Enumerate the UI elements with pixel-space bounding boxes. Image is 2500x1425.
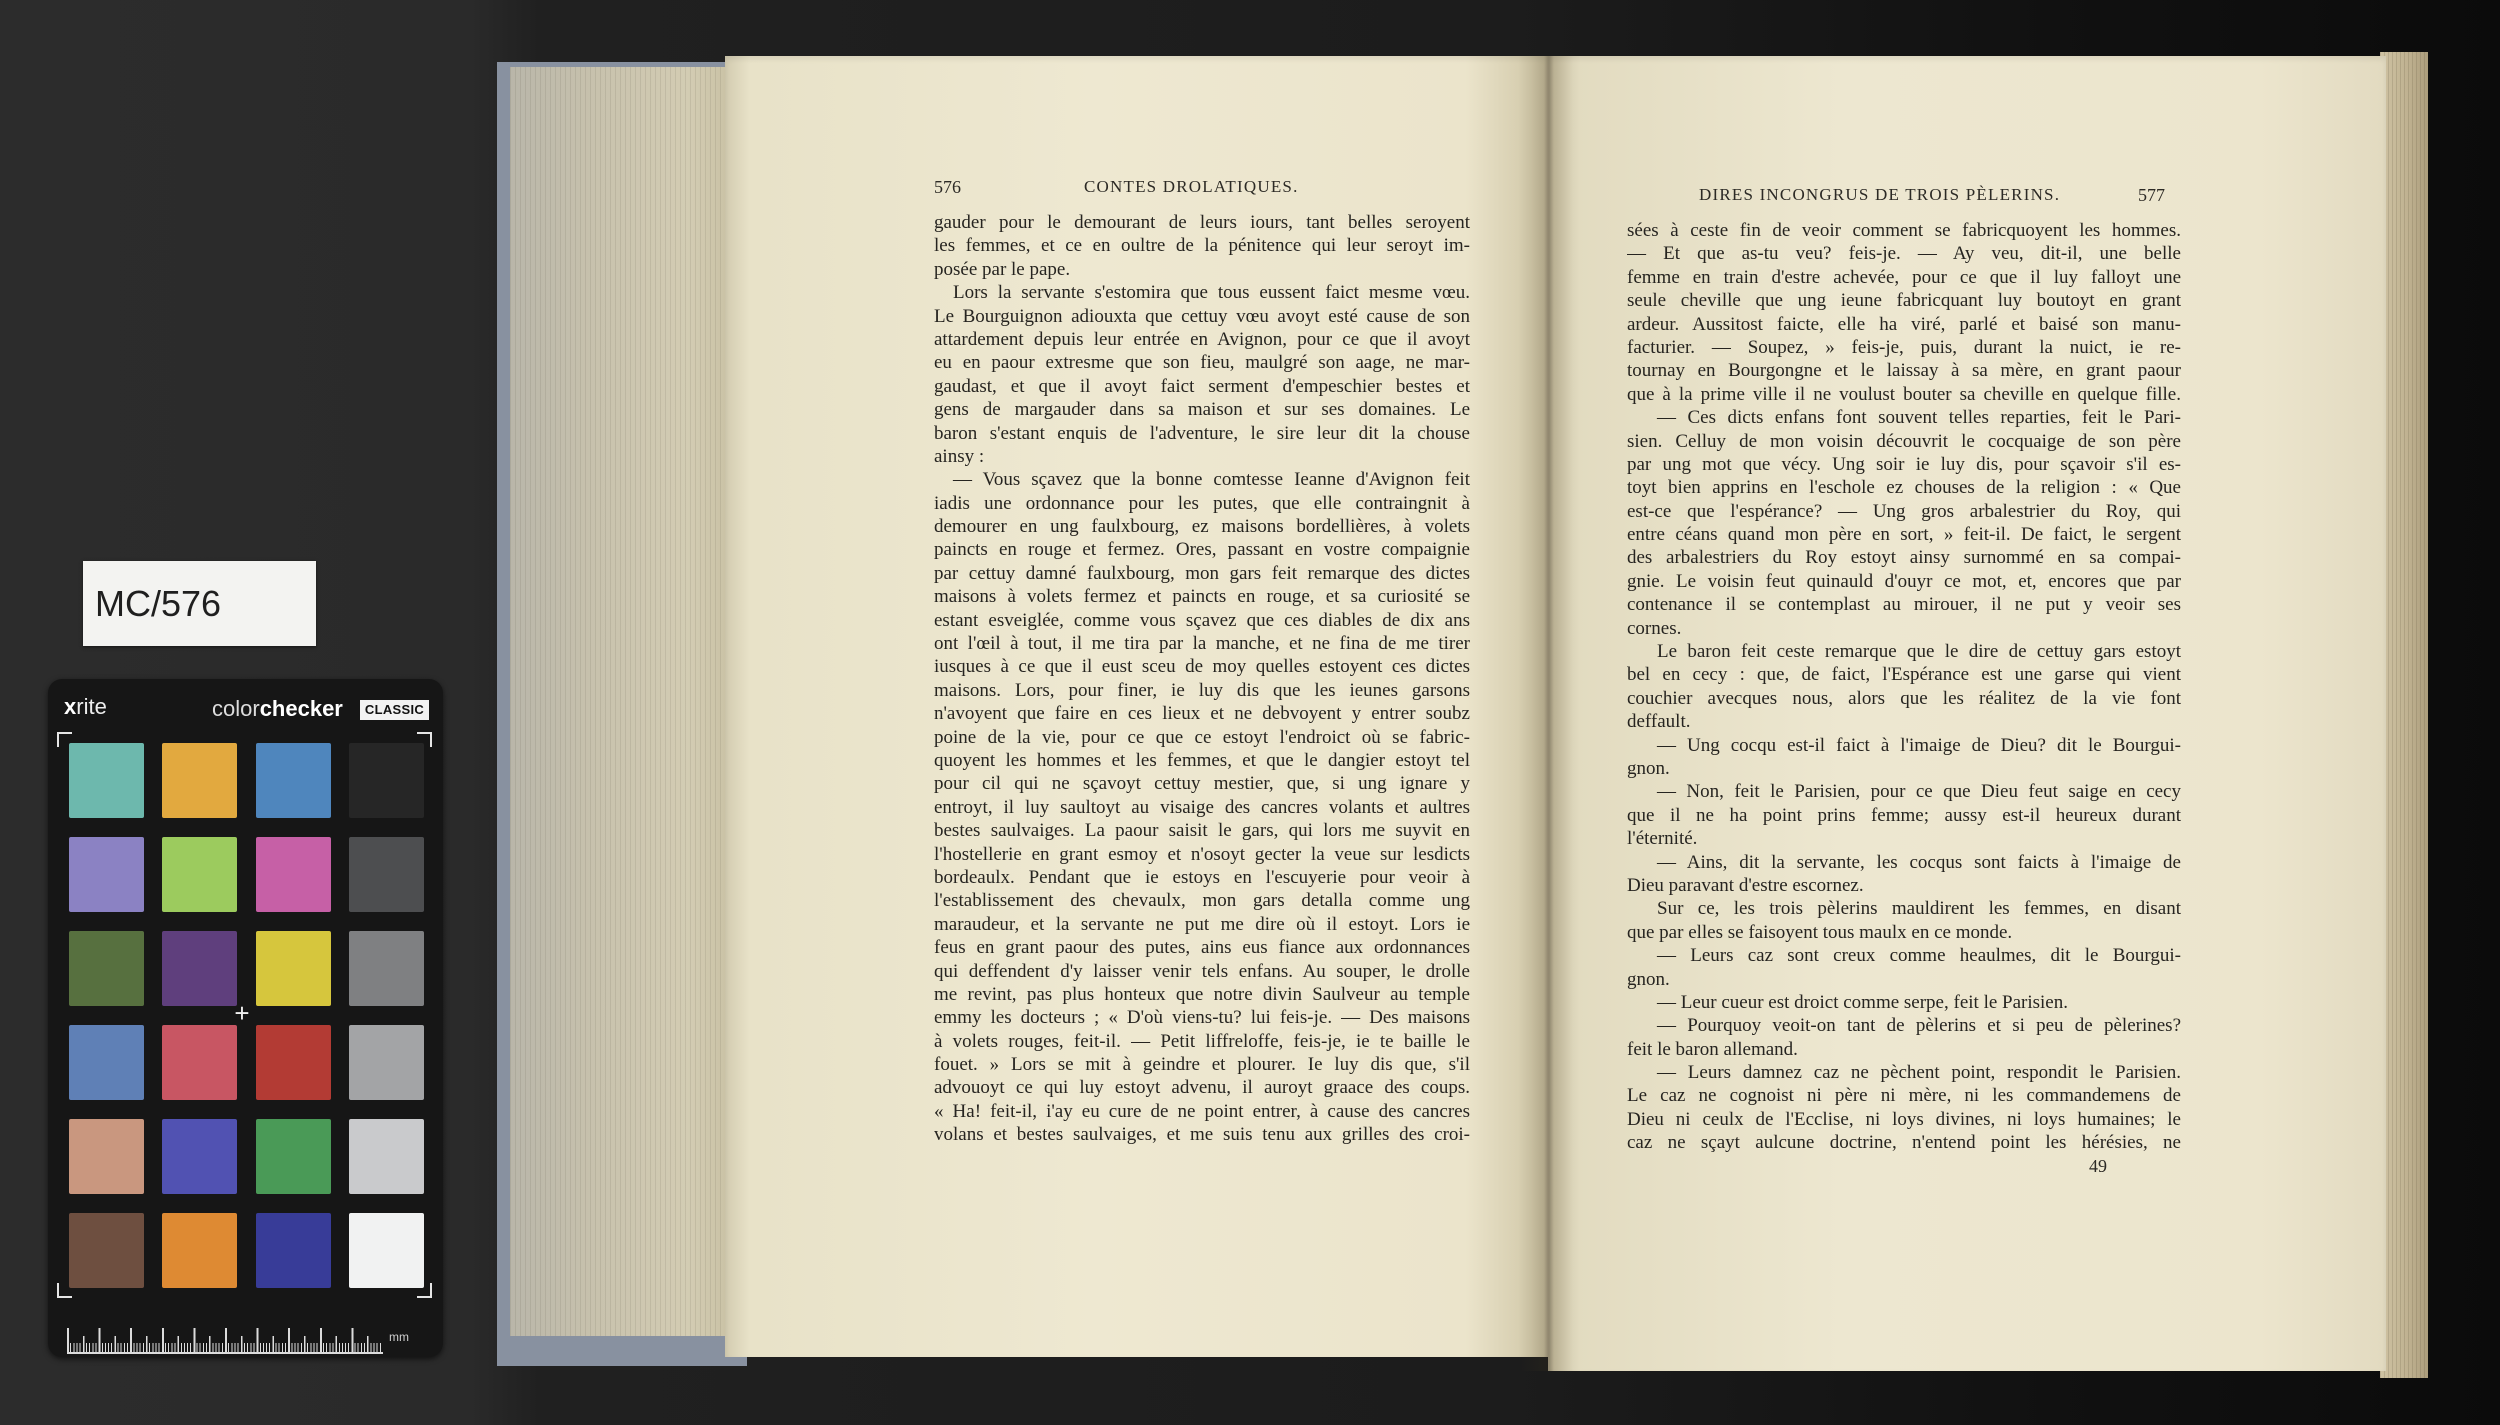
colorchecker-logo-bold: checker (259, 696, 343, 721)
text-line: ont l'œil à tout, il me tira par la manche, et ne fina de me tirer (934, 633, 1470, 655)
text-line: volans et bestes saulvaiges, et me suis tenu aux grilles des croi- (934, 1124, 1470, 1146)
text-line: gnie. Le voisin feut quinauld d'ouyr ce mot, et, encores que par (1627, 570, 2181, 592)
text-line: Lors la servante s'estomira que tous eussent faict mesme vœu. (953, 282, 1470, 304)
text-line: — Et que as-tu veu? feis-je. — Ay veu, dit-il, une belle (1627, 243, 2181, 265)
color-swatch (256, 743, 331, 818)
text-line: ainsy : (934, 445, 985, 467)
archive-label (83, 561, 316, 646)
book-spine-shadow (1518, 56, 1580, 1371)
right-running-head: DIRES INCONGRUS DE TROIS PÈLERINS. (1699, 185, 2061, 204)
text-line: maraudeur, et la servante ne put me dire où il estoyt. Lors ie (934, 913, 1470, 935)
text-line: n'avoyent que faire en ces lieux et ne debvoyent y entrer soubz (934, 703, 1470, 725)
text-line: demourer en ung faulxbourg, ez maisons bordellières, à volets (934, 516, 1470, 538)
text-line: Le baron feit ceste remarque que le dire de cettuy gars estoyt (1657, 641, 2181, 663)
text-line: pour cil qui ne sçavoyt cettuy mestier, que, si ung ignare y (934, 773, 1470, 795)
text-line: facturier. — Soupez, » feis-je, puis, durant la nuict, ie re- (1627, 336, 2181, 358)
color-swatch (256, 931, 331, 1006)
text-line: par cettuy damné faulxbourg, mon gars feit remarque des dictes (934, 562, 1470, 584)
text-line: paincts en rouge et fermez. Ores, passant en vostre compaignie (934, 539, 1470, 561)
text-line: deffault. (1627, 711, 1691, 733)
color-swatch (162, 1025, 237, 1100)
mm-ruler (67, 1328, 383, 1354)
text-line: bestes saulvaiges. La paour saisit le gars, qui lors me suyvit en (934, 820, 1470, 842)
text-line: Sur ce, les trois pèlerins mauldirent les femmes, en disant (1657, 898, 2181, 920)
color-swatch (69, 1213, 144, 1288)
color-swatch (349, 1025, 424, 1100)
text-line: des arbalestriers du Roy estoyt ainsy surnommé en sa compai- (1627, 547, 2181, 569)
right-page-edges (2380, 52, 2428, 1378)
color-swatch (69, 837, 144, 912)
text-line: eu en paour extresme que son fieu, maulgré son aage, ne mar- (934, 352, 1470, 374)
text-line: contenance il se contemplast au mirouer, il ne put y veoir ses (1627, 594, 2181, 616)
color-swatch (256, 1025, 331, 1100)
text-line: que il ne ha point prins femme; aussy est-il heureux durant (1627, 804, 2181, 826)
right-page-number: 577 (2138, 185, 2165, 205)
left-page-number: 576 (934, 177, 961, 197)
color-swatch (256, 1213, 331, 1288)
text-line: l'éternité. (1627, 828, 1698, 850)
text-line: toyt bien apprins en l'eschole ez chouses de la religion : « Que (1627, 477, 2181, 499)
text-line: gauder pour le demourant de leurs iours, tant belles seroyent (934, 212, 1470, 233)
text-line: femme en train d'estre achevée, pour ce que il luy falloyt une (1627, 266, 2181, 288)
color-swatch (162, 743, 237, 818)
text-line: à volets rouges, feit-il. — Petit liffreloffe, feis-je, ie te baille le (934, 1030, 1470, 1052)
color-swatch (349, 837, 424, 912)
color-swatch (162, 1213, 237, 1288)
text-line: ardeur. Aussitost faicte, elle ha viré, parlé et baisé son manu- (1627, 313, 2181, 335)
text-line: iusques à ce que il eust sceu de moy quelles estoyent ces dictes (934, 656, 1470, 678)
left-page-text (934, 211, 1470, 1147)
text-line: bel en cecy : que, de faict, l'Espérance est une garse qui vient (1627, 664, 2181, 686)
text-line: emmy les docteurs ; « D'où viens-tu? lui feis-je. — Des maisons (934, 1007, 1470, 1029)
text-line: me revint, pas plus honteux que notre divin Saulveur au temple (934, 983, 1470, 1005)
text-line: — Leur cueur est droict comme serpe, feit le Parisien. (1657, 991, 2068, 1013)
text-line: est-ce que l'espérance? — Ung gros arbalestrier du Roy, qui (1627, 500, 2181, 522)
text-line: Le Bourguignon adiouxta que cettuy vœu avoyt esté cause de son (934, 305, 1470, 327)
text-line: Le caz ne cognoist ni père ni mère, ni les commandemens de (1627, 1085, 2181, 1107)
text-line: gnon. (1627, 757, 1670, 779)
color-swatch (162, 1119, 237, 1194)
text-line: les femmes, et ce en oultre de la pénitence qui leur seroyt im- (934, 235, 1470, 257)
color-swatch (349, 1119, 424, 1194)
text-line: maisons. Lors, pour finer, ie luy dis que les ieunes garsons (934, 679, 1470, 701)
text-line: sien. Celluy de mon voisin découvrit le cocquaige de son père (1627, 430, 2181, 452)
text-line: iadis une ordonnance pour les putes, que elle contraingnit à (934, 492, 1470, 514)
text-line: seule cheville que ung ieune fabricquant luy boutoyt en grant (1627, 290, 2181, 312)
text-line: « Ha! feit-il, i'ay eu cure de ne point entrer, à cause des cancres (934, 1100, 1470, 1122)
text-line: Dieu ni ceulx de l'Ecclise, ni loys divines, ni loys humaines; le (1627, 1108, 2181, 1130)
text-line: entre céans quand mon père en sort, » feit-il. De faict, le sergent (1627, 524, 2181, 546)
text-line: l'hostellerie en grant esmoy et n'osoyt gecter la veue sur lesdicts (934, 843, 1470, 865)
color-swatch (162, 837, 237, 912)
text-line: entroyt, il luy saultoyt au visaige des cancres volants et aultres (934, 796, 1470, 818)
text-line: — Ung cocqu est-il faict à l'imaige de Dieu? dit le Bourgui- (1657, 734, 2181, 756)
text-line: estant esveiglée, comme vous sçavez que ces diables de dix ans (934, 609, 1470, 631)
text-line: caz ne sçayt aulcune doctrine, n'entend point les hérésies, ne (1627, 1132, 2181, 1154)
text-line: couchier avecques nous, alors que les réalitez de la vie font (1627, 687, 2181, 709)
text-line: que par elles se faisoyent tous maulx en ce monde. (1627, 921, 2013, 943)
text-line: — Vous sçavez que la bonne comtesse Ieanne d'Avignon feit (953, 469, 1470, 491)
crosshair-mark: + (234, 998, 250, 1028)
color-swatch (162, 931, 237, 1006)
text-line: sées à ceste fin de veoir comment se fabricquoyent les hommes. (1627, 220, 2181, 241)
text-line: l'establissement des chevaulx, mon gars detalla comme ung (934, 890, 1470, 912)
text-line: feit le baron allemand. (1627, 1038, 1798, 1060)
text-line: advouoyt ce qui luy estoyt advenu, il auroyt graace des coups. (934, 1077, 1470, 1099)
color-swatch (349, 931, 424, 1006)
text-line: gens de margauder dans sa maison et sur ses domaines. Le (934, 399, 1470, 421)
color-swatch (69, 931, 144, 1006)
colorchecker-logo-light: color (212, 696, 260, 721)
ruler-unit-label: mm (389, 1330, 409, 1344)
text-line: gnon. (1627, 968, 1670, 990)
text-line: tournay en Bourgongne et le laissay à sa mère, en grant paour (1627, 360, 2181, 382)
text-line: que à la prime ville il ne voulust bouter sa cheville en quelque fille. (1627, 383, 2181, 405)
text-line: qui deffendent d'y laisser venir tels enfans. Au souper, le drolle (934, 960, 1470, 982)
text-line: gaudast, et que il avoyt faict serment d'empeschier bestes et (934, 375, 1470, 397)
xrite-logo: xrite (64, 694, 107, 719)
left-running-head: CONTES DROLATIQUES. (1084, 177, 1299, 196)
text-line: par ung mot que vécy. Ung soir ie luy dis, pour sçavoir s'il es- (1627, 453, 2181, 475)
text-line: attardement depuis leur entrée en Avignon, pour ce que il avoyt (934, 328, 1470, 350)
text-line: — Pourquoy veoit-on tant de pèlerins et si peu de pèlerines? (1657, 1015, 2181, 1037)
color-swatch (349, 743, 424, 818)
text-line: — Non, feit le Parisien, pour ce que Dieu feut saige en cecy (1657, 781, 2181, 803)
text-line: fouet. » Lors se mit à geindre et plourer. Ie luy dis que, s'il (934, 1054, 1470, 1076)
color-swatch (69, 1119, 144, 1194)
text-line: poine de la vie, pour ce que ce estoyt l'endroict où se fabric- (934, 726, 1470, 748)
color-swatch (256, 837, 331, 912)
left-page-edges (510, 67, 732, 1336)
archive-label-text: MC/576 (95, 583, 222, 624)
text-line: — Leurs damnez caz ne pèchent point, respondit le Parisien. (1657, 1062, 2181, 1084)
text-line: — Ains, dit la servante, les cocqus sont faicts à l'imaige de (1657, 851, 2181, 873)
classic-badge: CLASSIC (360, 700, 429, 720)
color-swatch (349, 1213, 424, 1288)
text-line: posée par le pape. (934, 258, 1071, 280)
signature-mark: 49 (2089, 1156, 2107, 1176)
text-line: Dieu paravant d'estre escornez. (1627, 874, 1864, 896)
color-swatch (69, 743, 144, 818)
text-line: quoyent les hommes et les femmes, et que le dangier estoyt tel (934, 749, 1470, 771)
text-line: maisons à volets fermez et paincts en rouge, et sa curiosité se (934, 586, 1470, 608)
text-line: — Leurs caz sont creux comme heaulmes, dit le Bourgui- (1657, 945, 2181, 967)
color-swatch (69, 1025, 144, 1100)
text-line: — Ces dicts enfans font souvent telles reparties, feit le Pari- (1657, 407, 2181, 429)
text-line: feus en grant paour des putes, ains eus fiance aux ordonnances (934, 937, 1470, 959)
colorchecker-logo (212, 696, 343, 722)
text-line: cornes. (1627, 617, 1682, 639)
text-line: bordeaulx. Pendant que ie estoys en l'escuyerie pour veoir à (934, 866, 1470, 888)
text-line: baron s'estant enquis de l'adventure, le sire leur dit la chouse (934, 422, 1470, 444)
color-swatch (256, 1119, 331, 1194)
right-page-text (1627, 219, 2181, 1155)
